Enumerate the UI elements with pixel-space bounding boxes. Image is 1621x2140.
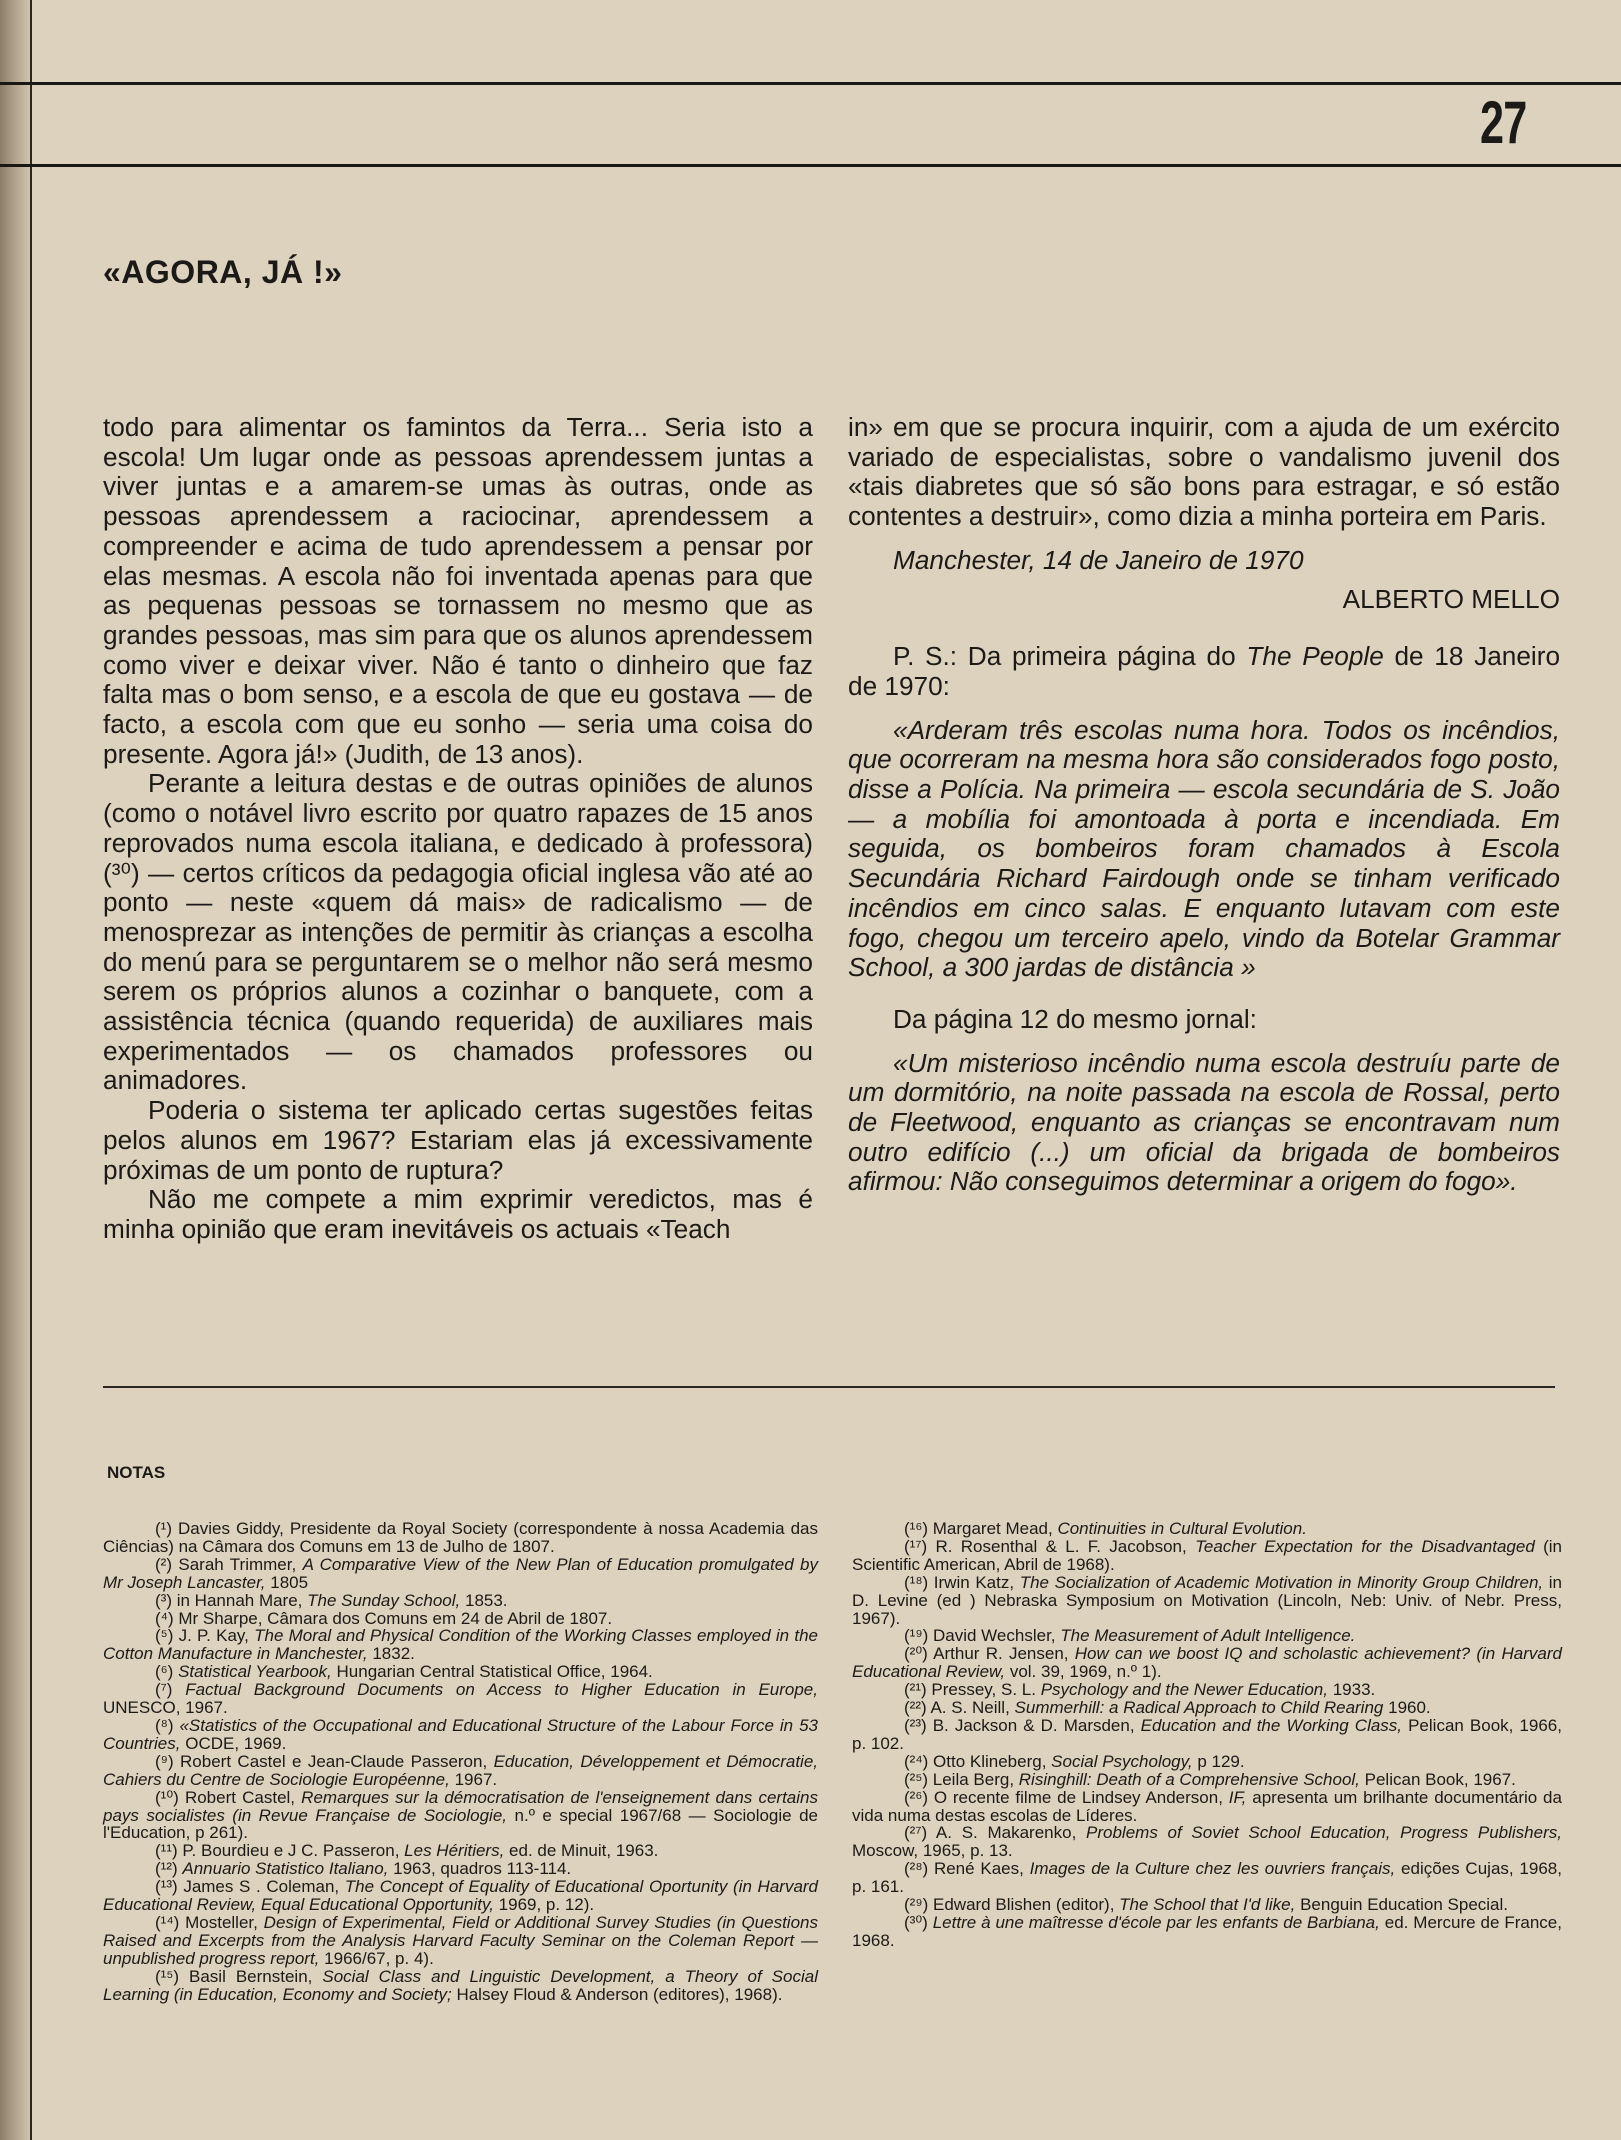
footnote-text: 1960. xyxy=(1388,1698,1431,1718)
footnote-text: René Kaes, xyxy=(933,1859,1024,1879)
footnote-text: (in Scientific American, Abril de 1968). xyxy=(852,1536,1563,1574)
footnote xyxy=(103,1681,818,1717)
article-paragraph: Poderia o sistema ter aplicado certas sugestões feitas pelos alunos em 1967? Estariam elas já excessivamente próximas de um ponto de ruptura? xyxy=(103,1095,813,1185)
postscript-label: P. S.: xyxy=(893,641,958,672)
footnote xyxy=(852,1538,1562,1574)
footnote-text: 1966/67, p. 4). xyxy=(324,1948,434,1968)
footnote-title: The Sunday School, xyxy=(307,1590,461,1610)
footnote-number: (¹¹) xyxy=(155,1841,178,1861)
footnote xyxy=(852,1627,1562,1645)
footnote-text: ed. de Minuit, 1963. xyxy=(509,1841,659,1861)
footnote-number: (²¹) xyxy=(904,1680,927,1700)
footnote-text: Robert Castel e Jean-Claude Passeron, xyxy=(180,1751,488,1771)
footnote-text: Margaret Mead, xyxy=(932,1519,1053,1538)
article-paragraph: Perante a leitura destas e de outras opiniões de alunos (como o notável livro escrito por quatro rapazes de 15 anos reprovados numa escola italiana, e dedicado à professora) (³⁰) — certos críticos da pedagogia oficial inglesa vão até ao ponto — neste «quem dá mais» de radicalismo — de menosprezar as intenções de permitir às crianças a escolha do menú para se perguntarem se o melhor não será mesmo serem os próprios alunos a cozinhar o banquete, com a assistência técnica (quando requerida) de auxiliares mais experimentados — os chamados professores ou animadores. xyxy=(103,768,813,1096)
footnote-text: Leila Berg, xyxy=(932,1769,1015,1789)
footnote-number: (²⁹) xyxy=(904,1895,929,1915)
footnote-number: (³) xyxy=(155,1590,172,1610)
footnote-text: J. P. Kay, xyxy=(178,1626,249,1646)
footnote-number: (¹²) xyxy=(155,1859,178,1879)
footnote xyxy=(852,1789,1562,1825)
footnote-title: Education, Développement et Démocratie, Cahiers du Centre de Sociologie Européenne, xyxy=(103,1751,818,1789)
article-left-column xyxy=(103,413,813,1245)
footnote-title: Summerhill: a Radical Approach to Child Rearing xyxy=(1014,1698,1384,1718)
footnote-title: The Concept of Equality of Educational Oportunity (in Harvard Educational Review, Equal Educational Opportunity, xyxy=(103,1877,819,1915)
postscript xyxy=(848,642,1560,701)
footnote-text: 1969, p. 12). xyxy=(498,1895,595,1915)
footnote-number: (⁵) xyxy=(155,1626,174,1646)
place-date: Manchester, 14 de Janeiro de 1970 xyxy=(893,544,1304,575)
footnote xyxy=(103,1556,818,1592)
footnote-title: Images de la Culture chez les ouvriers français, xyxy=(1029,1859,1396,1879)
author-signature: ALBERTO MELLO xyxy=(1342,583,1560,614)
footnote-text: 1963, quadros 113-114. xyxy=(393,1859,572,1879)
footnote-text: OCDE, 1969. xyxy=(185,1733,287,1753)
footnote-text: David Wechsler, xyxy=(933,1626,1056,1646)
footnote xyxy=(103,1860,818,1878)
notes-heading: NOTAS xyxy=(107,1463,166,1482)
footnote-text: p 129. xyxy=(1197,1751,1245,1771)
footnote-number: (⁶) xyxy=(155,1662,174,1682)
footnote-text: ed. Mercure de France, 1968. xyxy=(852,1912,1562,1950)
footnote-text: Irwin Katz, xyxy=(933,1572,1015,1592)
article-right-column xyxy=(848,413,1560,1197)
footnote-title: Lettre à une maîtresse d'école par les enfants de Barbiana, xyxy=(932,1912,1380,1932)
footnote-text: 1832. xyxy=(372,1644,415,1664)
footnote-number: (²²) xyxy=(904,1698,927,1718)
footnote-number: (⁴) xyxy=(155,1608,174,1628)
footnote-number: (¹⁸) xyxy=(904,1572,929,1592)
footnote-text: 1805 xyxy=(270,1572,309,1592)
footnote-text: A. S. Makarenko, xyxy=(935,1823,1077,1843)
page-number: 27 xyxy=(1480,89,1527,156)
footnote-text: Pelican Book, 1966, p. 102. xyxy=(852,1715,1562,1753)
footnote-number: (¹⁷) xyxy=(904,1536,928,1556)
footnote xyxy=(103,1592,818,1610)
footnote-text: B. Jackson & D. Marsden, xyxy=(932,1715,1135,1735)
footnote-text: vol. 39, 1969, n.º 1). xyxy=(1009,1662,1162,1682)
footnote-title: Continuities in Cultural Evolution. xyxy=(1057,1519,1307,1538)
footnote-number: (²⁶) xyxy=(904,1787,928,1807)
footnote xyxy=(852,1681,1562,1699)
footnote-title: Teacher Expectation for the Disadvantaged xyxy=(1195,1536,1535,1556)
footnote xyxy=(103,1914,818,1968)
footnote-number: (¹⁴) xyxy=(155,1912,180,1932)
footnote xyxy=(852,1717,1562,1753)
footnote-title: Problems of Soviet School Education, Progress Publishers, xyxy=(1086,1823,1562,1843)
footnote-text: Sarah Trimmer, xyxy=(178,1554,297,1574)
footnote-text: Moscow, 1965, p. 13. xyxy=(852,1841,1013,1861)
footnote-text: UNESCO, 1967. xyxy=(103,1698,228,1718)
footnote-title: The Moral and Physical Condition of the Working Classes employed in the Cotton Manufacture in Manchester, xyxy=(103,1626,818,1664)
postscript-text: Da página 12 do mesmo jornal: xyxy=(893,1003,1257,1034)
page-binding-edge xyxy=(0,0,32,2140)
footnote-title: Social Class and Linguistic Development, a Theory of Social Learning (in Education, Economy and Society; xyxy=(103,1966,818,2004)
footnote-number: (⁷) xyxy=(155,1680,173,1700)
footnote-title: A Comparative View of the New Plan of Education promulgated by Mr Joseph Lancaster, xyxy=(103,1554,818,1592)
article-paragraph: in» em que se procura inquirir, com a ajuda de um exército variado de especialistas, sobre o vandalismo juvenil dos «tais diabretes que só são bons para estragar, e só estão contentes a destruir», como dizia a minha porteira em Paris. xyxy=(848,412,1560,532)
notes-left-column xyxy=(103,1520,818,2003)
footnote-text: Halsey Floud & Anderson (editores), 1968). xyxy=(456,1984,783,2004)
footnote-number: (²³) xyxy=(904,1715,927,1735)
footnote-title: IF, xyxy=(1228,1787,1247,1807)
footnote-title: The Socialization of Academic Motivation in Minority Group Children, xyxy=(1019,1572,1544,1592)
footnote xyxy=(852,1896,1562,1914)
footnote-text: Pressey, S. L. xyxy=(931,1680,1036,1700)
footnote-number: (¹⁵) xyxy=(155,1966,180,1986)
footnote-text: Basil Bernstein, xyxy=(189,1966,313,1986)
footnote-number: (²⁷) xyxy=(904,1823,928,1843)
footnote-text: A. S. Neill, xyxy=(930,1698,1010,1718)
footnote-number: (⁹) xyxy=(155,1751,174,1771)
footnote xyxy=(103,1789,818,1843)
notes-right-column xyxy=(852,1520,1562,1950)
footnote-text: edições Cujas, 1968, p. 161. xyxy=(852,1859,1562,1897)
footnote xyxy=(852,1824,1562,1860)
article-paragraph: todo para alimentar os famintos da Terra... Seria isto a escola! Um lugar onde as pessoas aprendessem juntas a viver juntas e a amarem-se umas às outras, onde as pessoas aprendessem a raciocinar, aprendessem a compreender e acima de tudo aprendessem a pensar por elas mesmas. A escola não foi inventada apenas para que as pequenas pessoas se tornassem no mesmo que as grandes pessoas, mas sim para que os alunos aprendessem como viver e deixar viver. Não é tanto o dinheiro que faz falta mas o bom senso, e a escola de que eu gostava — de facto, a escola com que eu sonho — seria uma coisa do presente. Agora já!» (Judith, de 13 anos). xyxy=(103,412,813,769)
footnote-title: How can we boost IQ and scholastic achievement? (in Harvard Educational Review, xyxy=(852,1644,1562,1682)
footnote-text: 1967. xyxy=(454,1769,498,1789)
footnote xyxy=(852,1645,1562,1681)
footnote-text: James S . Coleman, xyxy=(183,1877,340,1897)
footnote-number: (¹⁰) xyxy=(155,1787,179,1807)
footnote-text: 1853. xyxy=(464,1590,508,1610)
article-paragraph: Não me compete a mim exprimir veredictos, mas é minha opinião que eram inevitáveis os actuais «Teach xyxy=(103,1184,813,1244)
postscript-text: de 18 Janeiro de 1970: xyxy=(848,641,1561,701)
footnote xyxy=(103,1717,818,1753)
footnote-text: Robert Castel, xyxy=(184,1787,296,1807)
footnote-title: Remarques sur la démocratisation de l'enseignement dans certains pays socialistes (in Revue Française de Sociologie, xyxy=(103,1787,818,1825)
footnote-number: (¹) xyxy=(155,1519,172,1538)
footnote-title: The School that I'd like, xyxy=(1119,1895,1296,1915)
footnote-text: Mosteller, xyxy=(185,1912,258,1932)
footnote-title: «Statistics of the Occupational and Educational Structure of the Labour Force in 53 Countries, xyxy=(103,1715,818,1753)
footnote-title: Psychology and the Newer Education, xyxy=(1040,1680,1328,1700)
footnote-number: (⁸) xyxy=(155,1715,174,1735)
footnote-title: Statistical Yearbook, xyxy=(178,1662,332,1682)
footnote-title: Annuario Statistico Italiano, xyxy=(182,1859,389,1879)
footnote xyxy=(852,1914,1562,1950)
footnote-number: (¹³) xyxy=(155,1877,178,1897)
footnote-title: Design of Experimental, Field or Additional Survey Studies (in Questions Raised and Excerpts from the Analysis Harvard Faculty Seminar on the Coleman Report — unpublished progress report, xyxy=(103,1912,818,1968)
footnote xyxy=(103,1968,818,2004)
footnote-title: The Measurement of Adult Intelligence. xyxy=(1060,1626,1356,1646)
footnote-text: apresenta um brilhante documentário da vida numa destas escolas de Líderes. xyxy=(852,1787,1562,1825)
footnote xyxy=(103,1753,818,1789)
footnote xyxy=(852,1771,1562,1789)
footnote xyxy=(852,1860,1562,1896)
footnote-text: P. Bourdieu e J C. Passeron, xyxy=(182,1841,400,1861)
footnote-text: Benguin Education Special. xyxy=(1300,1895,1509,1915)
footnote-title: Factual Background Documents on Access to Higher Education in Europe, xyxy=(185,1680,818,1700)
footnote xyxy=(852,1753,1562,1771)
header-rule xyxy=(0,164,1621,167)
footnote-text: in Hannah Mare, xyxy=(176,1590,303,1610)
footnote-text: Mr Sharpe, Câmara dos Comuns em 24 de Abril de 1807. xyxy=(178,1608,613,1628)
footnote-text: n.º e special 1967/68 — Sociologie de l'Education, p 261). xyxy=(103,1805,819,1843)
footnote-text: 1933. xyxy=(1332,1680,1376,1700)
footnote-title: Les Héritiers, xyxy=(404,1841,505,1861)
newspaper-name: The People xyxy=(1246,641,1384,672)
newspaper-quote: «Um misterioso incêndio numa escola destruíu parte de um dormitório, na noite passada na escola de Rossal, perto de Fleetwood, enquanto as crianças se encontravam num outro edifício (...) um oficial da brigada de bombeiros afirmou: Não conseguimos determinar a origem do fogo». xyxy=(848,1047,1560,1197)
footnote xyxy=(103,1842,818,1860)
footnote-text: Otto Klineberg, xyxy=(933,1751,1047,1771)
footnote-number: (³⁰) xyxy=(904,1912,928,1932)
footnote xyxy=(103,1520,818,1556)
newspaper-quote: «Arderam três escolas numa hora. Todos os incêndios, que ocorreram na mesma hora são considerados fogo posto, disse a Polícia. Na primeira — escola secundária de S. João — a mobília foi amontoada à porta e incendiada. Em seguida, os bombeiros foram chamados à Escola Secundária Richard Fairdough onde se tinham verificado incêndios em cinco salas. E enquanto lutavam com este fogo, chegou um terceiro apelo, vindo da Botelar Grammar School, a 300 jardas de distância » xyxy=(848,714,1560,983)
footnote xyxy=(103,1627,818,1663)
footnote-text: Pelican Book, 1967. xyxy=(1364,1769,1516,1789)
footnote-text: Hungarian Central Statistical Office, 1964. xyxy=(336,1662,653,1682)
footnote-text: Edward Blishen (editor), xyxy=(933,1895,1115,1915)
footnote xyxy=(852,1520,1562,1538)
postscript-text: Da primeira página do xyxy=(967,641,1236,672)
footnote-number: (²) xyxy=(155,1554,172,1574)
footnote-title: Social Psychology, xyxy=(1051,1751,1193,1771)
footnote-number: (²⁵) xyxy=(904,1769,929,1789)
footnote-text: R. Rosenthal & L. F. Jacobson, xyxy=(935,1536,1187,1556)
article-title: «AGORA, JÁ !» xyxy=(103,254,343,290)
footnote-number: (²⁴) xyxy=(904,1751,929,1771)
top-rule xyxy=(0,82,1621,85)
footnote xyxy=(103,1878,818,1914)
footnote-title: Education and the Working Class, xyxy=(1140,1715,1403,1735)
notes-divider xyxy=(103,1386,1555,1388)
footnote-text: O recente filme de Lindsey Anderson, xyxy=(933,1787,1223,1807)
footnote-text: in D. Levine (ed ) Nebraska Symposium on Motivation (Lincoln, Neb: Univ. of Nebr. Press, 1967). xyxy=(852,1572,1563,1628)
footnote xyxy=(852,1574,1562,1628)
footnote-title: Risinghill: Death of a Comprehensive School, xyxy=(1018,1769,1360,1789)
footnote xyxy=(103,1610,818,1628)
footnote-number: (¹⁶) xyxy=(904,1519,928,1538)
footnote-text: Davies Giddy, Presidente da Royal Society (correspondente à nossa Academia das Ciências) na Câmara dos Comuns em 13 de Julho de 1807. xyxy=(103,1519,818,1556)
footnote-number: (²⁸) xyxy=(904,1859,929,1879)
footnote-text: Arthur R. Jensen, xyxy=(933,1644,1069,1664)
footnote xyxy=(852,1699,1562,1717)
footnote-number: (¹⁹) xyxy=(904,1626,929,1646)
footnote xyxy=(103,1663,818,1681)
footnote-number: (²⁰) xyxy=(904,1644,928,1664)
